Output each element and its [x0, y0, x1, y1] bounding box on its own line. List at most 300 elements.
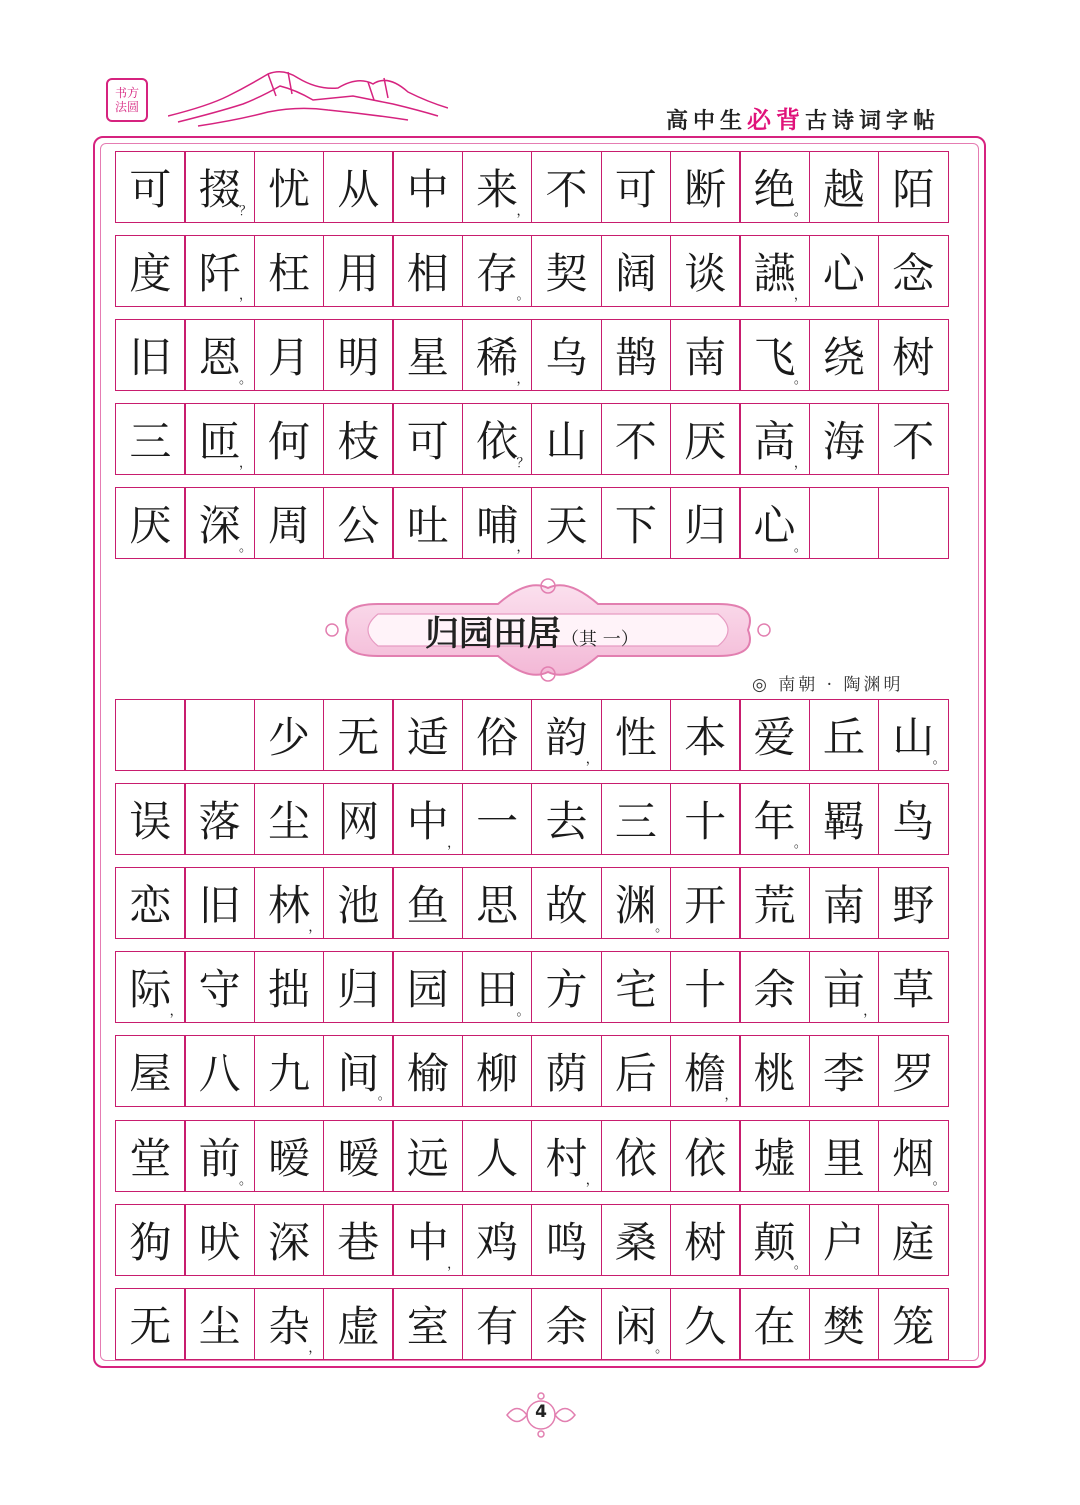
- grid-char: 枝: [337, 417, 380, 466]
- grid-char: 余: [545, 1301, 588, 1351]
- grid-char: 桃: [753, 1049, 796, 1099]
- grid-cell: [184, 151, 255, 223]
- grid-char: 檐: [684, 1049, 727, 1099]
- grid-char: 飞: [753, 333, 796, 382]
- punctuation-mark: 。: [793, 1256, 807, 1272]
- grid-cell: [115, 1035, 186, 1107]
- grid-cell: [809, 1204, 880, 1276]
- grid-cell: [601, 951, 672, 1023]
- punctuation-mark: 。: [932, 752, 946, 767]
- grid-cell: [739, 1120, 810, 1192]
- grid-cell: [392, 235, 463, 307]
- grid-cell: [392, 319, 463, 391]
- grid-char: 开: [684, 881, 727, 931]
- grid-char: 不: [892, 417, 935, 466]
- grid-char: 不: [614, 417, 657, 466]
- title-part2: 古诗词字帖: [804, 109, 940, 134]
- grid-cell: [184, 487, 255, 559]
- grid-char: 树: [684, 1217, 727, 1267]
- grid-cell: [323, 951, 394, 1023]
- grid-cell: [462, 487, 533, 559]
- grid-char: 越: [822, 165, 865, 214]
- grid-cell: [670, 319, 741, 391]
- grid-cell: [739, 1035, 810, 1107]
- grid-char: 田: [476, 965, 519, 1015]
- grid-cell: [601, 235, 672, 307]
- grid-char: 星: [406, 333, 449, 382]
- grid-char: 渊: [614, 881, 657, 931]
- grid-char: 三: [614, 797, 657, 847]
- grid-char: 堂: [129, 1133, 172, 1183]
- grid-char: 依: [476, 417, 519, 466]
- grid-char: 周: [268, 501, 311, 550]
- grid-cell: [392, 487, 463, 559]
- grid-cell: [601, 487, 672, 559]
- punctuation-mark: 。: [516, 288, 530, 303]
- grid-cell: [462, 783, 533, 855]
- grid-cell: [809, 1288, 880, 1360]
- grid-char: 狗: [129, 1217, 172, 1267]
- grid-cell: [323, 151, 394, 223]
- punctuation-mark: ，: [239, 456, 253, 471]
- punctuation-mark: ？: [239, 204, 253, 219]
- grid-char: 亩: [822, 965, 865, 1015]
- grid-char: 依: [614, 1133, 657, 1183]
- grid-cell: [531, 151, 602, 223]
- grid-cell: [809, 235, 880, 307]
- grid-char: 际: [129, 965, 172, 1015]
- grid-char: 庭: [892, 1217, 935, 1267]
- grid-cell: [670, 487, 741, 559]
- grid-char: 契: [545, 249, 588, 298]
- grid-row: [115, 1120, 963, 1192]
- grid-char: 相: [406, 249, 449, 298]
- grid-char: 适: [406, 713, 449, 762]
- grid-char: 海: [822, 417, 865, 466]
- grid-char: 度: [129, 249, 172, 298]
- grid-cell: [115, 699, 186, 771]
- grid-cell: [392, 1035, 463, 1107]
- grid-cell: [184, 951, 255, 1023]
- grid-char: 韵: [545, 713, 588, 762]
- punctuation-mark: 。: [932, 1172, 946, 1188]
- grid-cell: [184, 1204, 255, 1276]
- poem-author: ◎ 南朝 · 陶渊明: [752, 675, 904, 695]
- grid-cell: [254, 1035, 325, 1107]
- grid-char: 树: [892, 333, 935, 382]
- punctuation-mark: ，: [447, 1256, 461, 1272]
- grid-cell: [739, 487, 810, 559]
- grid-char: 可: [406, 417, 449, 466]
- grid-char: 三: [129, 417, 172, 466]
- grid-char: 何: [268, 417, 311, 466]
- grid-cell: [254, 151, 325, 223]
- grid-char: 荫: [545, 1049, 588, 1099]
- grid-char: 屋: [129, 1049, 172, 1099]
- grid-row: [115, 319, 963, 391]
- grid-char: 九: [268, 1049, 311, 1099]
- grid-cell: [739, 319, 810, 391]
- grid-row: [115, 951, 963, 1023]
- poem-title: [425, 606, 639, 655]
- grid-char: 忧: [268, 165, 311, 214]
- grid-char: 柳: [476, 1049, 519, 1099]
- grid-cell: [254, 1120, 325, 1192]
- grid-cell: [184, 1035, 255, 1107]
- grid-cell: [531, 1035, 602, 1107]
- grid-cell: [739, 783, 810, 855]
- punctuation-mark: ，: [169, 1004, 183, 1020]
- grid-row: [115, 235, 963, 307]
- grid-cell: [601, 783, 672, 855]
- punctuation-mark: 。: [655, 1340, 669, 1356]
- grid-cell: [601, 1120, 672, 1192]
- grid-char: 鸣: [545, 1217, 588, 1267]
- grid-cell: [809, 1035, 880, 1107]
- grid-cell: [392, 1288, 463, 1360]
- title-highlight: 必背: [746, 106, 805, 134]
- grid-cell: [115, 783, 186, 855]
- grid-cell: [462, 951, 533, 1023]
- punctuation-mark: ，: [793, 288, 807, 303]
- grid-cell: [739, 151, 810, 223]
- grid-cell: [115, 151, 186, 223]
- grid-cell: [323, 403, 394, 475]
- grid-cell: [462, 403, 533, 475]
- grid-cell: [323, 235, 394, 307]
- punctuation-mark: ，: [516, 204, 530, 219]
- grid-char: 方: [545, 965, 588, 1015]
- grid-char: 久: [684, 1301, 727, 1351]
- grid-char: 稀: [476, 333, 519, 382]
- grid-char: 一: [476, 797, 519, 847]
- grid-cell: [531, 783, 602, 855]
- grid-char: 烟: [892, 1133, 935, 1183]
- grid-char: 丘: [822, 713, 865, 762]
- grid-char: 无: [337, 713, 380, 762]
- grid-cell: [254, 403, 325, 475]
- title-part1: 高中生: [665, 109, 747, 134]
- grid-char: 爱: [753, 713, 796, 762]
- grid-char: 阡: [198, 249, 241, 298]
- grid-char: 南: [822, 881, 865, 931]
- grid-cell: [601, 319, 672, 391]
- grid-cell: [184, 1120, 255, 1192]
- grid-row: [115, 1288, 963, 1360]
- mountain-ornament: [168, 66, 448, 128]
- grid-char: 公: [337, 501, 380, 550]
- grid-cell: [115, 319, 186, 391]
- grid-cell: [462, 1035, 533, 1107]
- punctuation-mark: ，: [793, 456, 807, 471]
- grid-char: 思: [476, 881, 519, 931]
- grid-cell: [670, 1120, 741, 1192]
- grid-char: 草: [892, 965, 935, 1015]
- grid-cell: [115, 867, 186, 939]
- grid-row: [115, 867, 963, 939]
- grid-row: [115, 699, 963, 771]
- grid-cell: [670, 1204, 741, 1276]
- grid-cell: [531, 699, 602, 771]
- grid-cell: [739, 235, 810, 307]
- grid-char: 虚: [337, 1301, 380, 1351]
- grid-char: 枉: [268, 249, 311, 298]
- punctuation-mark: ，: [516, 372, 530, 387]
- grid-char: 恋: [129, 881, 172, 931]
- grid-char: 匝: [198, 417, 241, 466]
- grid-cell: [323, 487, 394, 559]
- grid-char: 罗: [892, 1049, 935, 1099]
- grid-char: 墟: [753, 1133, 796, 1183]
- grid-char: 厌: [129, 501, 172, 550]
- grid-cell: [115, 1120, 186, 1192]
- punctuation-mark: 。: [239, 1172, 253, 1188]
- grid-cell: [462, 867, 533, 939]
- grid-cell: [115, 403, 186, 475]
- grid-cell: [670, 699, 741, 771]
- grid-char: 归: [337, 965, 380, 1015]
- grid-cell: [462, 1204, 533, 1276]
- grid-cell: [184, 867, 255, 939]
- grid-char: 宅: [614, 965, 657, 1015]
- grid-cell: [323, 1204, 394, 1276]
- grid-char: 笼: [892, 1301, 935, 1351]
- grid-row: [115, 487, 963, 559]
- punctuation-mark: 。: [793, 540, 807, 555]
- grid-char: 暧: [337, 1133, 380, 1183]
- grid-char: 陌: [892, 165, 935, 214]
- grid-cell: [323, 1288, 394, 1360]
- grid-cell: [670, 783, 741, 855]
- grid-char: 可: [129, 165, 172, 214]
- grid-char: 依: [684, 1133, 727, 1183]
- grid-char: 后: [614, 1049, 657, 1099]
- grid-cell: [184, 319, 255, 391]
- grid-char: 月: [268, 333, 311, 382]
- grid-cell: [739, 1288, 810, 1360]
- grid-cell: [739, 867, 810, 939]
- grid-char: 绝: [753, 165, 796, 214]
- punctuation-mark: ，: [239, 288, 253, 303]
- grid-char: 深: [268, 1217, 311, 1267]
- grid-char: 本: [684, 713, 727, 762]
- grid-cell: [392, 699, 463, 771]
- grid-char: 厌: [684, 417, 727, 466]
- grid-cell: [115, 1204, 186, 1276]
- punctuation-mark: ，: [447, 836, 461, 852]
- grid-cell: [323, 783, 394, 855]
- grid-cell: [878, 487, 949, 559]
- grid-cell: [670, 403, 741, 475]
- grid-char: 李: [822, 1049, 865, 1099]
- grid-cell: [601, 1035, 672, 1107]
- grid-cell: [254, 1204, 325, 1276]
- grid-cell: [115, 951, 186, 1023]
- grid-char: 暧: [268, 1133, 311, 1183]
- grid-cell: [462, 235, 533, 307]
- grid-char: 十: [684, 965, 727, 1015]
- grid-char: 户: [822, 1217, 865, 1267]
- grid-cell: [254, 487, 325, 559]
- grid-char: 绕: [822, 333, 865, 382]
- calligraphy-logo: 书方 法圆: [106, 78, 148, 122]
- grid-char: 鱼: [406, 881, 449, 931]
- grid-cell: [739, 699, 810, 771]
- grid-char: 年: [753, 797, 796, 847]
- grid-cell: [323, 1120, 394, 1192]
- grid-cell: [462, 699, 533, 771]
- grid-cell: [184, 699, 255, 771]
- grid-row: [115, 1204, 963, 1276]
- grid-cell: [254, 235, 325, 307]
- grid-char: 余: [753, 965, 796, 1015]
- poem-subtitle: （其 一）: [561, 629, 639, 650]
- grid-char: 心: [822, 249, 865, 298]
- grid-char: 断: [684, 165, 727, 214]
- grid-cell: [115, 235, 186, 307]
- grid-cell: [531, 1288, 602, 1360]
- grid-cell: [462, 151, 533, 223]
- grid-cell: [531, 235, 602, 307]
- grid-cell: [601, 1204, 672, 1276]
- punctuation-mark: ，: [308, 920, 322, 936]
- grid-char: 俗: [476, 713, 519, 762]
- grid-cell: [878, 403, 949, 475]
- grid-cell: [392, 1120, 463, 1192]
- grid-cell: [392, 867, 463, 939]
- grid-char: 鸡: [476, 1217, 519, 1267]
- grid-cell: [531, 319, 602, 391]
- grid-cell: [601, 151, 672, 223]
- grid-cell: [462, 1288, 533, 1360]
- grid-char: 尘: [268, 797, 311, 847]
- grid-cell: [809, 151, 880, 223]
- grid-cell: [809, 403, 880, 475]
- punctuation-mark: ？: [516, 456, 530, 471]
- grid-char: 桑: [614, 1217, 657, 1267]
- grid-cell: [739, 403, 810, 475]
- grid-cell: [809, 867, 880, 939]
- grid-char: 颠: [753, 1217, 796, 1267]
- grid-cell: [254, 867, 325, 939]
- grid-cell: [878, 151, 949, 223]
- grid-cell: [739, 951, 810, 1023]
- grid-cell: [601, 699, 672, 771]
- grid-char: 念: [892, 249, 935, 298]
- grid-char: 哺: [476, 501, 519, 550]
- punctuation-mark: ，: [516, 540, 530, 555]
- grid-char: 尘: [198, 1301, 241, 1351]
- grid-cell: [670, 151, 741, 223]
- grid-char: 落: [198, 797, 241, 847]
- grid-cell: [878, 867, 949, 939]
- grid-cell: [809, 699, 880, 771]
- grid-cell: [601, 1288, 672, 1360]
- grid-row: [115, 1035, 963, 1107]
- grid-char: 中: [406, 797, 449, 847]
- grid-cell: [878, 783, 949, 855]
- grid-cell: [254, 319, 325, 391]
- grid-char: 明: [337, 333, 380, 382]
- grid-char: 中: [406, 165, 449, 214]
- grid-cell: [254, 1288, 325, 1360]
- grid-char: 羁: [822, 797, 865, 847]
- grid-cell: [323, 699, 394, 771]
- grid-char: 谈: [684, 249, 727, 298]
- grid-cell: [392, 783, 463, 855]
- grid-row: [115, 783, 963, 855]
- grid-char: 南: [684, 333, 727, 382]
- punctuation-mark: ，: [585, 1172, 599, 1188]
- grid-cell: [184, 1288, 255, 1360]
- grid-cell: [670, 951, 741, 1023]
- punctuation-mark: 。: [655, 920, 669, 936]
- grid-cell: [392, 151, 463, 223]
- grid-cell: [809, 487, 880, 559]
- grid-char: 间: [337, 1049, 380, 1099]
- grid-cell: [392, 403, 463, 475]
- grid-char: 下: [614, 501, 657, 550]
- punctuation-mark: 。: [377, 1088, 391, 1104]
- header-title: [666, 100, 940, 135]
- grid-char: 八: [198, 1049, 241, 1099]
- grid-cell: [878, 1120, 949, 1192]
- grid-cell: [184, 235, 255, 307]
- grid-cell: [254, 699, 325, 771]
- grid-char: 人: [476, 1133, 519, 1183]
- grid-char: 拙: [268, 965, 311, 1015]
- grid-char: 吐: [406, 501, 449, 550]
- grid-char: 远: [406, 1133, 449, 1183]
- grid-char: 误: [129, 797, 172, 847]
- grid-char: 山: [545, 417, 588, 466]
- grid-char: 可: [614, 165, 657, 214]
- grid-char: 林: [268, 881, 311, 931]
- grid-char: 巷: [337, 1217, 380, 1267]
- grid-char: 用: [337, 249, 380, 298]
- grid-char: 恩: [198, 333, 241, 382]
- punctuation-mark: 。: [793, 204, 807, 219]
- grid-char: 讌: [753, 249, 796, 298]
- grid-cell: [878, 951, 949, 1023]
- grid-cell: [323, 867, 394, 939]
- grid-char: 网: [337, 797, 380, 847]
- punctuation-mark: ，: [724, 1088, 738, 1104]
- grid-char: 心: [753, 501, 796, 550]
- grid-cell: [184, 783, 255, 855]
- grid-cell: [878, 319, 949, 391]
- grid-cell: [531, 951, 602, 1023]
- grid-char: 闲: [614, 1301, 657, 1351]
- grid-cell: [254, 783, 325, 855]
- grid-char: 旧: [129, 333, 172, 382]
- grid-cell: [115, 487, 186, 559]
- punctuation-mark: ，: [585, 752, 599, 767]
- grid-cell: [115, 1288, 186, 1360]
- page-number: 4: [535, 1402, 547, 1422]
- grid-cell: [392, 951, 463, 1023]
- grid-char: 村: [545, 1133, 588, 1183]
- grid-char: 十: [684, 797, 727, 847]
- grid-cell: [878, 1204, 949, 1276]
- punctuation-mark: 。: [239, 372, 253, 387]
- grid-cell: [462, 319, 533, 391]
- grid-cell: [601, 403, 672, 475]
- poem-title-text: 归园田居: [425, 614, 561, 654]
- grid-char: 深: [198, 501, 241, 550]
- grid-cell: [809, 783, 880, 855]
- grid-cell: [184, 403, 255, 475]
